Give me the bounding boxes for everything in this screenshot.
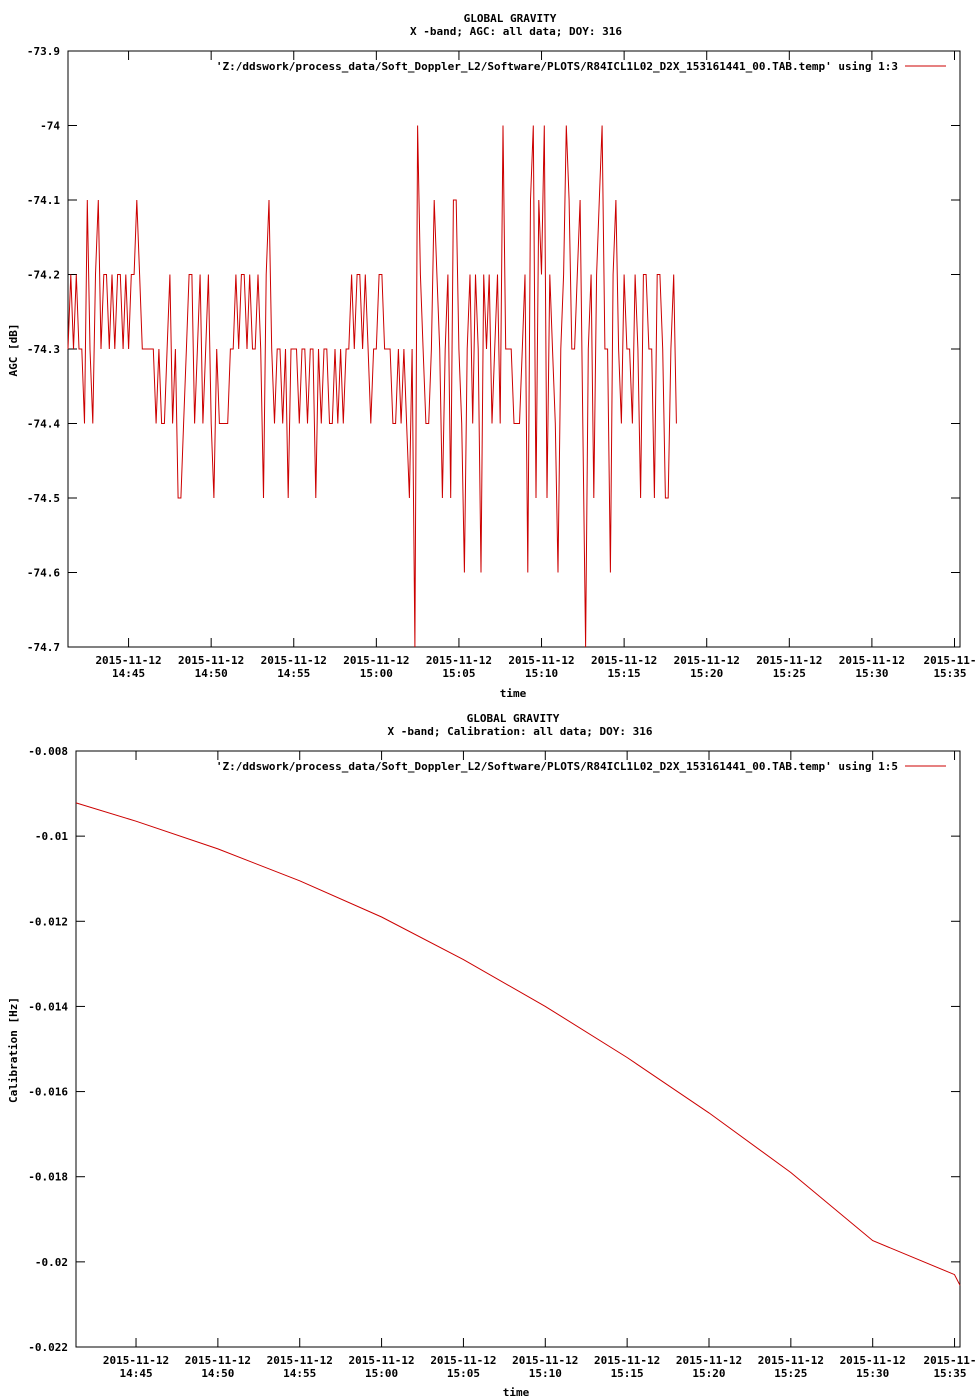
x-tick-date: 2015-11-12 [343,654,410,667]
x-tick-time: 15:00 [365,1367,399,1380]
y-tick-label: -74.2 [26,268,60,282]
x-tick-time: 15:05 [446,1367,480,1380]
y-tick-label: -0.022 [28,1341,68,1354]
y-tick-label: -0.014 [28,1000,68,1014]
x-tick-time: 15:30 [855,667,889,680]
x-tick-time: 14:45 [119,1367,153,1380]
x-tick-date: 2015-11-12 [348,1354,415,1367]
x-tick-date: 2015-11-12 [95,654,162,667]
y-tick-label: -0.01 [34,830,68,844]
x-tick-date: 2015-11-12 [756,654,823,667]
y-tick-label: -74.5 [26,492,60,505]
y-tick-label: -0.016 [28,1085,68,1099]
x-ticks [95,51,976,680]
y-tick-label: -74.6 [26,566,60,580]
x-tick-time: 15:25 [772,667,806,680]
y-axis-label: AGC [dB] [7,323,20,377]
y-tick-label: -0.012 [28,915,68,929]
x-tick-time: 15:25 [774,1367,808,1380]
y-tick-label: -74.1 [26,194,60,207]
x-ticks [103,751,977,1380]
x-tick-time: 15:15 [607,667,641,680]
x-tick-time: 14:55 [277,667,311,680]
x-tick-time: 14:50 [201,1367,235,1380]
x-tick-date: 2015-11-12 [673,654,740,667]
x-tick-date: 2015-11-12 [260,654,327,667]
x-tick-time: 15:35 [933,1367,967,1380]
x-tick-time: 15:10 [528,1367,562,1380]
legend-label: 'Z:/ddswork/process_data/Soft_Doppler_L2/Software/PLOTS/R84ICL1L02_D2X_153161441_00.TAB.temp' using 1:3 [215,60,898,73]
x-tick-date: 2015-11-12 [178,654,245,667]
x-tick-date: 2015-11-12 [512,1354,579,1367]
x-tick-time: 15:05 [442,667,476,680]
x-tick-date: 2015-11-12 [675,1354,743,1367]
chart-subtitle: X -band; Calibration: all data; DOY: 316 [387,725,653,738]
chart-title: GLOBAL GRAVITY [466,712,560,725]
x-tick-time: 14:55 [283,1367,317,1380]
y-axis-label: Calibration [Hz] [7,997,20,1103]
chart-title: GLOBAL GRAVITY [463,12,557,25]
series-line [76,803,960,1285]
x-tick-date: 2015-11-12 [184,1354,251,1367]
x-tick-date: 2015-11-12 [757,1354,824,1367]
x-tick-date: 2015-11-12 [102,1354,170,1367]
x-tick-date: 2015-11- [923,654,977,667]
x-tick-time: 15:20 [690,667,724,680]
x-tick-time: 15:20 [692,1367,726,1380]
x-tick-time: 15:35 [933,667,967,680]
x-tick-date: 2015-11-12 [425,654,493,667]
x-tick-time: 14:50 [194,667,228,680]
y-tick-label: -0.02 [34,1255,68,1269]
x-tick-date: 2015-11-12 [591,654,658,667]
calibration-chart [7,712,976,1399]
x-tick-date: 2015-11-12 [594,1354,661,1367]
x-tick-time: 15:00 [359,667,393,680]
y-tick-label: -74.3 [26,343,60,356]
agc-chart [7,12,976,700]
series-line [68,126,676,648]
y-tick-label: -74.4 [26,417,60,431]
x-tick-date: 2015-11-12 [508,654,575,667]
x-axis-label: time [499,687,527,700]
y-tick-label: -73.9 [26,45,60,58]
x-axis-label: time [502,1386,530,1399]
y-tick-label: -0.018 [28,1170,68,1184]
x-tick-time: 15:30 [856,1367,890,1380]
x-tick-time: 15:15 [610,1367,644,1380]
y-tick-label: -74 [40,119,60,133]
legend-label: 'Z:/ddswork/process_data/Soft_Doppler_L2/Software/PLOTS/R84ICL1L02_D2X_153161441_00.TAB.temp' using 1:5 [215,760,898,773]
x-tick-date: 2015-11- [923,1354,977,1367]
plot-frame [76,751,960,1347]
chart-subtitle: X -band; AGC: all data; DOY: 316 [410,25,622,38]
x-tick-date: 2015-11-12 [430,1354,497,1367]
x-tick-date: 2015-11-12 [266,1354,333,1367]
x-tick-time: 14:45 [112,667,146,680]
y-ticks [28,745,960,1354]
y-tick-label: -0.008 [28,745,68,758]
x-tick-date: 2015-11-12 [839,1354,906,1367]
x-tick-date: 2015-11-12 [838,654,906,667]
y-tick-label: -74.7 [26,641,60,654]
x-tick-time: 15:10 [524,667,559,680]
